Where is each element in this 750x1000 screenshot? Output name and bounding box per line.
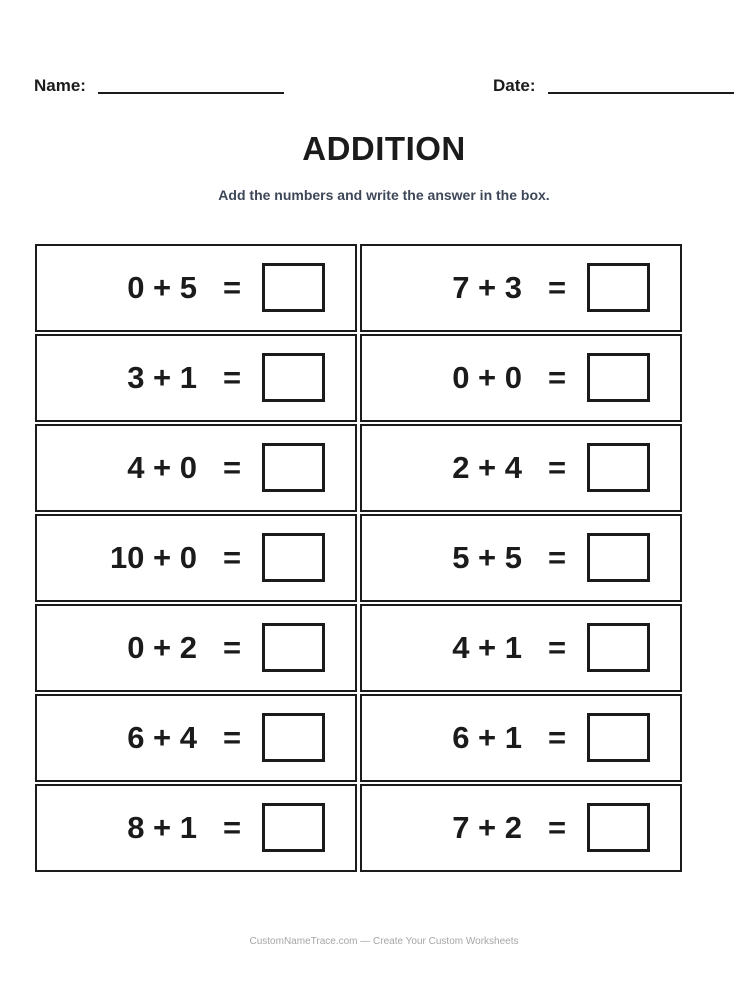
equals-sign: = bbox=[223, 540, 242, 575]
problem-cell bbox=[35, 334, 357, 422]
answer-box[interactable] bbox=[262, 443, 325, 492]
problem-expression: 6 + 1 bbox=[452, 720, 522, 755]
equals-sign: = bbox=[548, 270, 567, 305]
name-label: Name: bbox=[34, 76, 86, 95]
answer-box[interactable] bbox=[262, 713, 325, 762]
answer-box[interactable] bbox=[262, 533, 325, 582]
name-blank-line[interactable] bbox=[98, 92, 284, 94]
worksheet-instructions: Add the numbers and write the answer in the box. bbox=[218, 187, 550, 203]
answer-box[interactable] bbox=[587, 443, 650, 492]
problem-expression: 0 + 0 bbox=[452, 360, 522, 395]
problem-grid bbox=[35, 244, 682, 872]
problem-expression: 7 + 2 bbox=[452, 810, 522, 845]
date-blank-line[interactable] bbox=[548, 92, 734, 94]
date-label: Date: bbox=[493, 76, 536, 95]
problem-cell bbox=[360, 334, 682, 422]
problem-expression: 0 + 5 bbox=[127, 270, 197, 305]
problem-cell bbox=[360, 604, 682, 692]
problem-expression: 7 + 3 bbox=[452, 270, 522, 305]
equals-sign: = bbox=[548, 540, 567, 575]
problem-cell bbox=[360, 694, 682, 782]
answer-box[interactable] bbox=[587, 533, 650, 582]
footer-credit: CustomNameTrace.com — Create Your Custom Worksheets bbox=[249, 936, 519, 947]
problem-expression: 10 + 0 bbox=[109, 540, 197, 575]
equals-sign: = bbox=[548, 450, 567, 485]
problem-cell bbox=[35, 694, 357, 782]
answer-box[interactable] bbox=[587, 623, 650, 672]
problem-expression: 8 + 1 bbox=[127, 810, 197, 845]
problem-expression: 3 + 1 bbox=[127, 360, 197, 395]
answer-box[interactable] bbox=[262, 263, 325, 312]
problem-expression: 6 + 4 bbox=[127, 720, 197, 755]
problem-expression: 4 + 0 bbox=[127, 450, 197, 485]
problem-cell bbox=[35, 784, 357, 872]
answer-box[interactable] bbox=[262, 623, 325, 672]
problem-cell bbox=[360, 424, 682, 512]
equals-sign: = bbox=[548, 720, 567, 755]
date-field bbox=[493, 76, 734, 96]
answer-box[interactable] bbox=[587, 263, 650, 312]
equals-sign: = bbox=[223, 810, 242, 845]
problem-cell bbox=[360, 514, 682, 602]
equals-sign: = bbox=[223, 270, 242, 305]
problem-cell bbox=[35, 514, 357, 602]
answer-box[interactable] bbox=[587, 713, 650, 762]
equals-sign: = bbox=[548, 810, 567, 845]
name-field bbox=[34, 76, 284, 96]
answer-box[interactable] bbox=[262, 353, 325, 402]
equals-sign: = bbox=[223, 360, 242, 395]
problem-expression: 2 + 4 bbox=[452, 450, 522, 485]
problem-cell bbox=[35, 604, 357, 692]
worksheet-title: ADDITION bbox=[302, 130, 466, 167]
answer-box[interactable] bbox=[262, 803, 325, 852]
answer-box[interactable] bbox=[587, 353, 650, 402]
answer-box[interactable] bbox=[587, 803, 650, 852]
equals-sign: = bbox=[223, 630, 242, 665]
problem-cell bbox=[360, 244, 682, 332]
equals-sign: = bbox=[223, 720, 242, 755]
problem-expression: 0 + 2 bbox=[127, 630, 197, 665]
equals-sign: = bbox=[548, 630, 567, 665]
problem-expression: 4 + 1 bbox=[452, 630, 522, 665]
problem-expression: 5 + 5 bbox=[452, 540, 522, 575]
problem-cell bbox=[360, 784, 682, 872]
equals-sign: = bbox=[548, 360, 567, 395]
problem-cell bbox=[35, 244, 357, 332]
equals-sign: = bbox=[223, 450, 242, 485]
problem-cell bbox=[35, 424, 357, 512]
